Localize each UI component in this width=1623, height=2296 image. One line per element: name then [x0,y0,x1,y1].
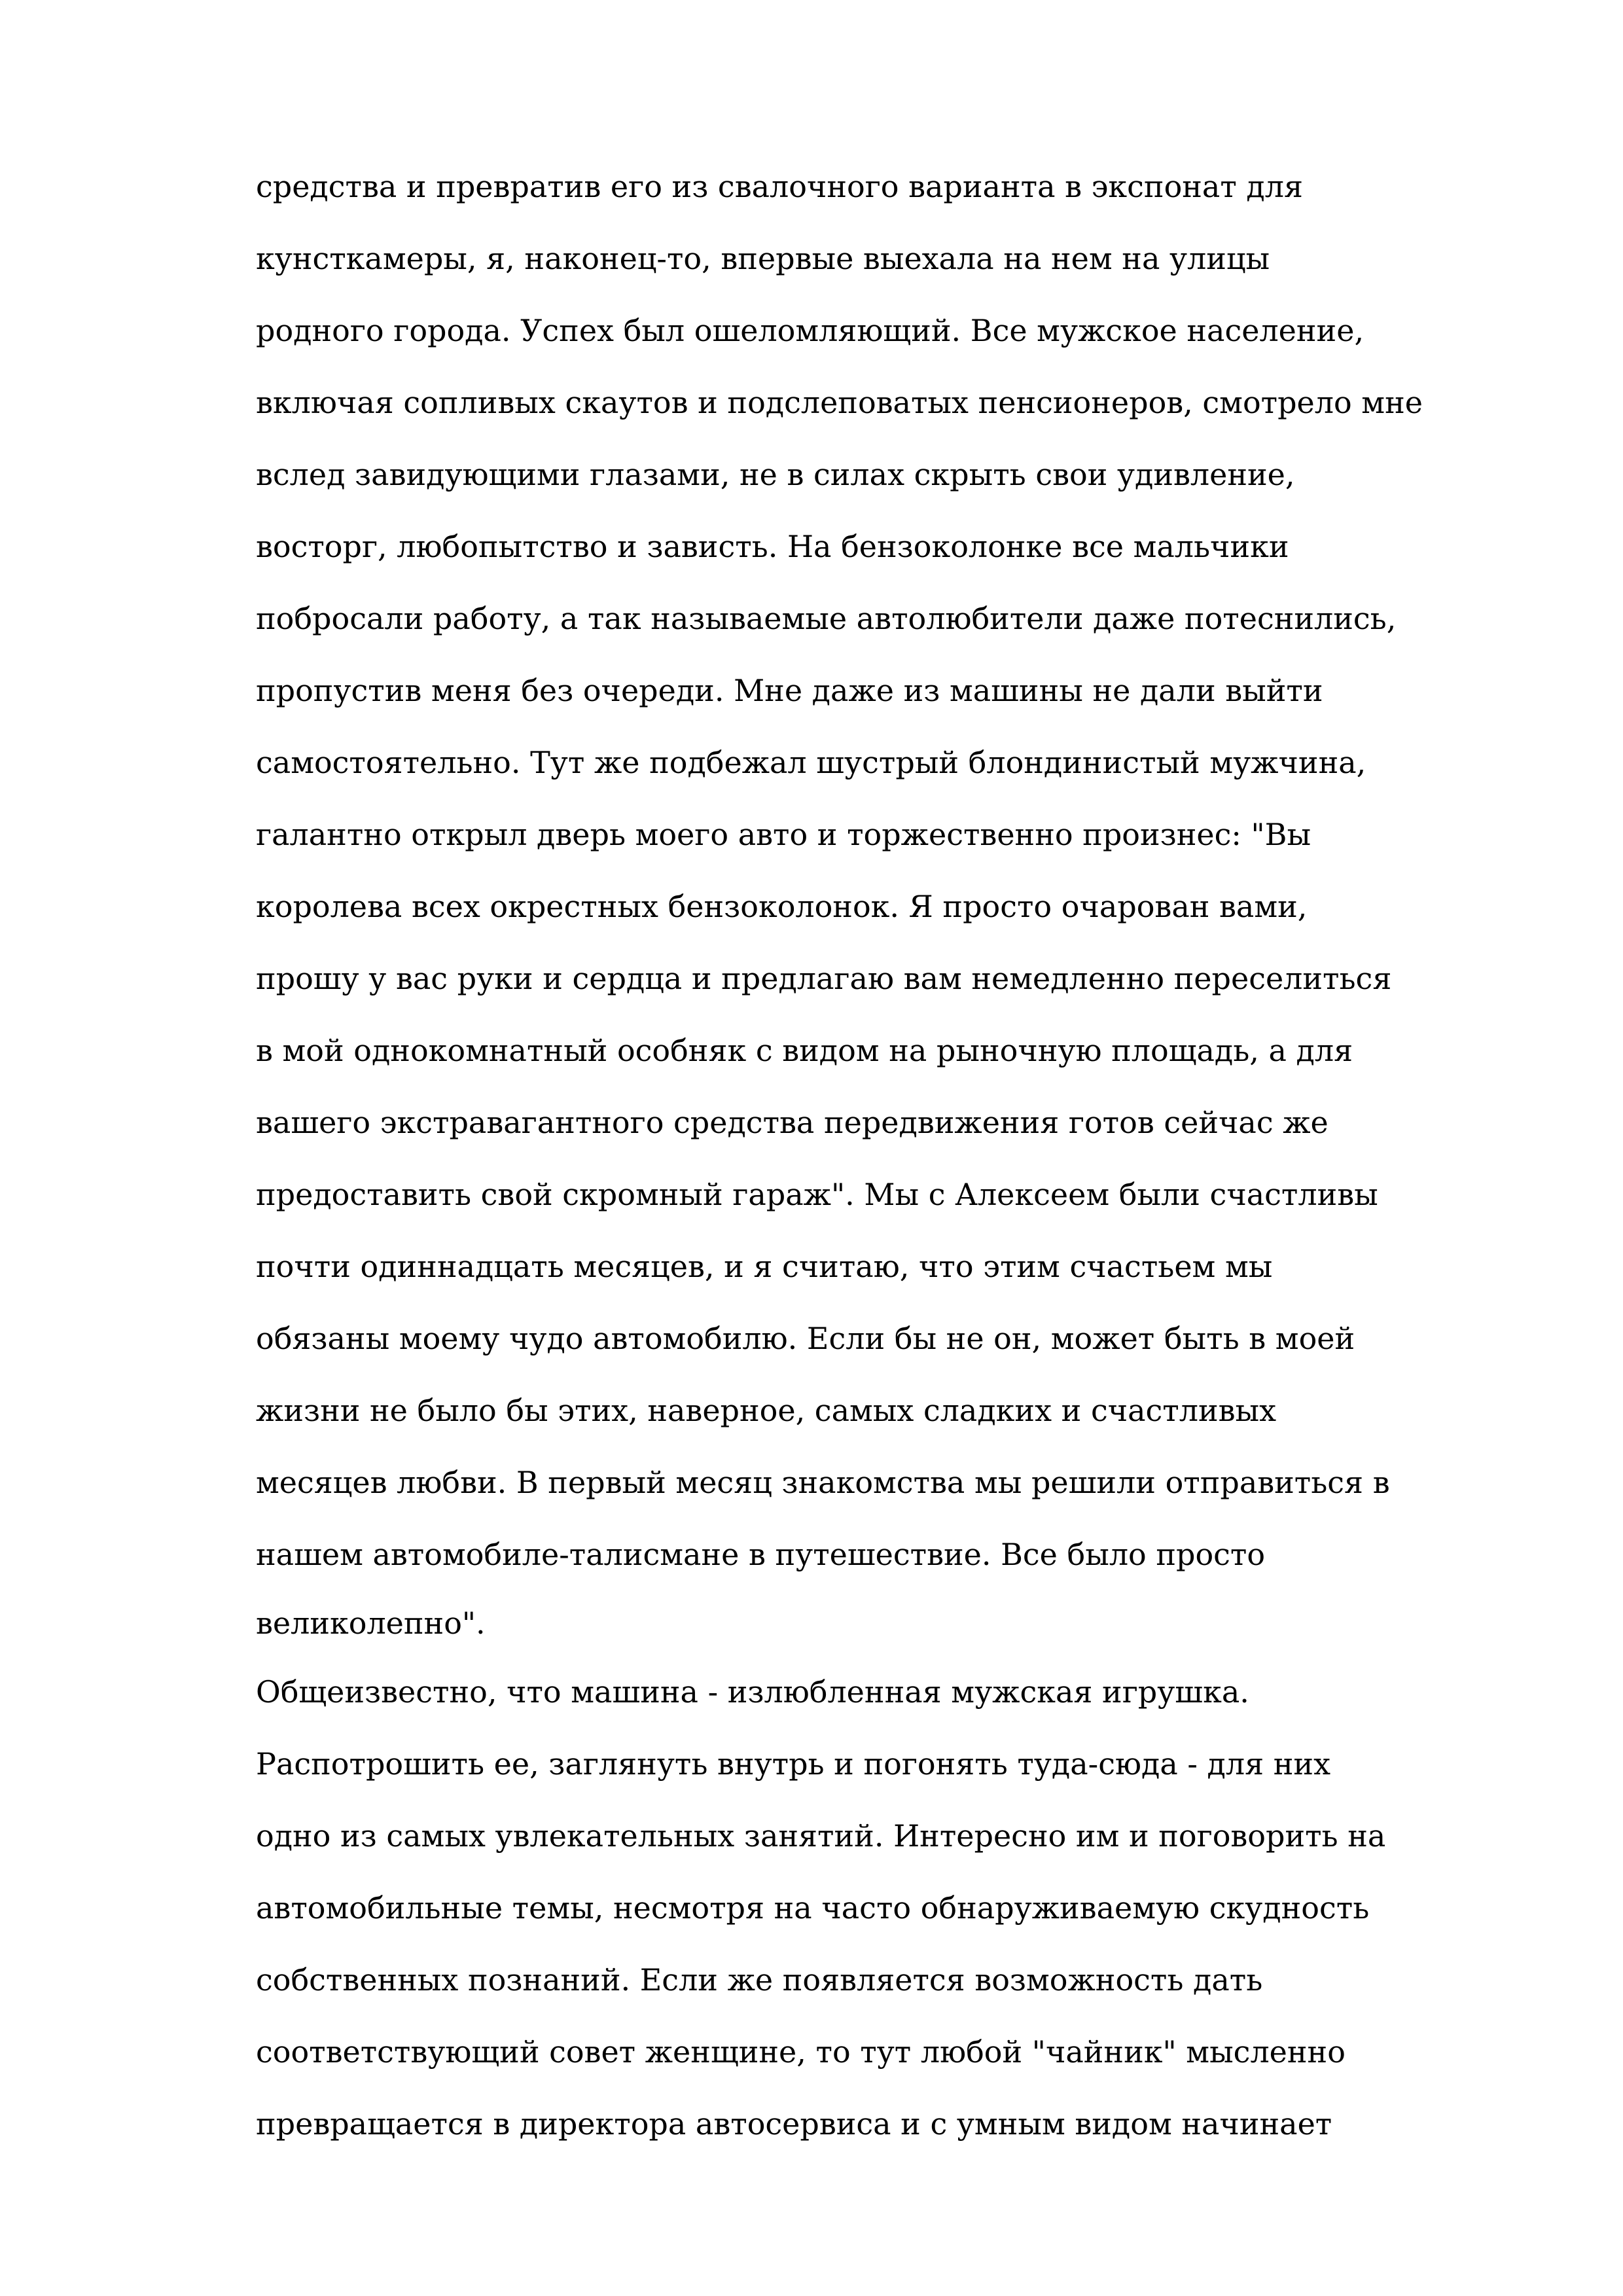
paragraph-1 [256,151,1421,1656]
text-line: в мой однокомнатный особняк с видом на рыночную площадь, а для [256,1033,1353,1068]
text-line: превращается в директора автосервиса и с умным видом начинает [256,2106,1332,2142]
text-line: пропустив меня без очереди. Мне даже из машины не дали выйти [256,673,1323,708]
text-line: соответствующий совет женщине, то тут любой "чайник" мысленно [256,2034,1346,2070]
text-line: жизни не было бы этих, наверное, самых сладких и счастливых [256,1393,1277,1428]
paragraph-2 [256,1656,1421,2160]
text-line: вслед завидующими глазами, не в силах скрыть свои удивление, [256,457,1295,492]
text-line: самостоятельно. Тут же подбежал шустрый блондинистый мужчина, [256,745,1366,780]
text-line: прошу у вас руки и сердца и предлагаю вам немедленно переселиться [256,961,1392,996]
text-line: Общеизвестно, что машина - излюбленная мужская игрушка. [256,1674,1249,1710]
text-line: автомобильные темы, несмотря на часто обнаруживаемую скудность [256,1890,1370,1926]
text-line: великолепно". [256,1605,486,1641]
text-line: одно из самых увлекательных занятий. Интересно им и поговорить на [256,1818,1386,1854]
text-line: королева всех окрестных бензоколонок. Я просто очарован вами, [256,889,1308,924]
text-line: средства и превратив его из свалочного варианта в экспонат для [256,169,1303,204]
body-text [256,151,1421,2160]
text-line: обязаны моему чудо автомобилю. Если бы не он, может быть в моей [256,1321,1355,1356]
text-line: восторг, любопытство и зависть. На бензоколонке все мальчики [256,529,1289,564]
text-line: включая сопливых скаутов и подслеповатых пенсионеров, смотрело мне [256,385,1423,420]
text-line: вашего экстравагантного средства передвижения готов сейчас же [256,1105,1329,1140]
text-line: побросали работу, а так называемые автолюбители даже потеснились, [256,601,1397,636]
text-line: кунсткамеры, я, наконец-то, впервые выехала на нем на улицы [256,241,1270,276]
text-line: нашем автомобиле-талисмане в путешествие. Все было просто [256,1537,1266,1572]
text-line: предоставить свой скромный гараж". Мы с Алексеем были счастливы [256,1177,1378,1212]
text-line: галантно открыл дверь моего авто и торжественно произнес: "Вы [256,817,1311,852]
text-line: месяцев любви. В первый месяц знакомства мы решили отправиться в [256,1465,1390,1500]
text-line: почти одиннадцать месяцев, и я считаю, что этим счастьем мы [256,1249,1273,1284]
text-line: родного города. Успех был ошеломляющий. Все мужское население, [256,313,1364,348]
text-line: Распотрошить ее, заглянуть внутрь и погонять туда-сюда - для них [256,1746,1331,1782]
text-line: собственных познаний. Если же появляется возможность дать [256,1962,1263,1998]
